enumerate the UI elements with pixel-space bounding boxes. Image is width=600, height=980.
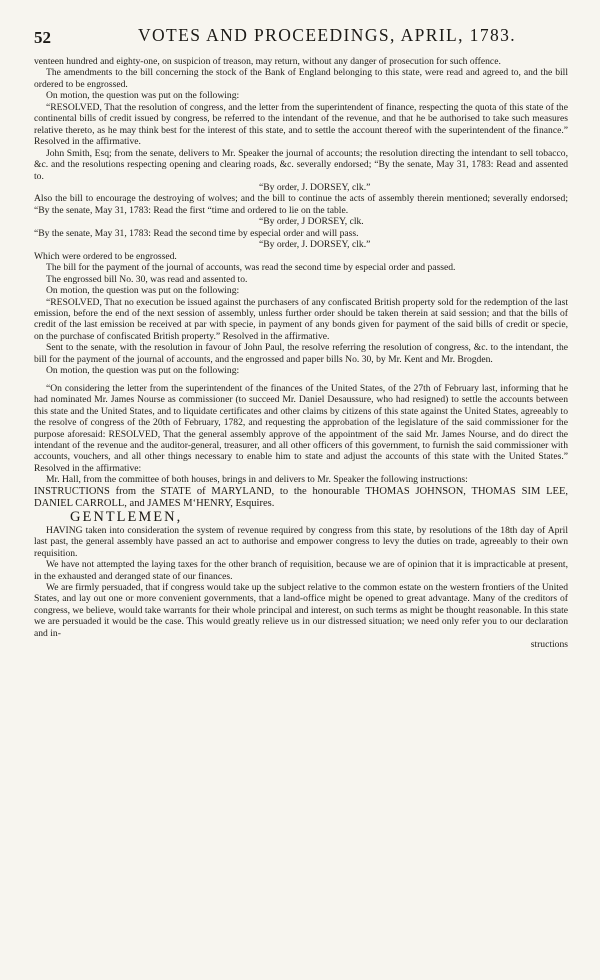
paragraph: HAVING taken into consideration the system of revenue required by congress from this state, by resolutions of the 18th day of April last past, the general assembly have passed an act to authorise and empower congress to levy the duties on trade, agreeably to their own requisition.: [34, 524, 568, 559]
paragraph: Also the bill to encourage the destroying of wolves; and the bill to continue the acts of assembly therein mentioned; severally endorsed; “By the senate, May 31, 1783: Read the first “time and ordered to lie on the table.: [34, 193, 568, 216]
paragraph: venteen hundred and eighty-one, on suspicion of treason, may return, without any danger of prosecution for such offence.: [34, 56, 501, 67]
paragraph: The engrossed bill No. 30, was read and assented to.: [46, 273, 248, 285]
paragraph: The bill for the payment of the journal of accounts, was read the second time by especial order and passed.: [46, 262, 456, 274]
signature-line: “By order, J. DORSEY, clk.”: [259, 239, 371, 251]
document-body: [34, 56, 568, 651]
signature-line: “By order, J. DORSEY, clk.”: [259, 181, 371, 193]
signature-line: “By order, J DORSEY, clk.: [259, 216, 364, 228]
paragraph: On motion, the question was put on the following:: [46, 365, 240, 377]
resolution-paragraph: “RESOLVED, That no execution be issued against the purchasers of any confiscated British property sold for the redemption of the last emission, before the end of the next session of assembly, unless further order should be taken therein at said session; and that the bills of credit of the last emission be received at par with specie, in payment of any bonds given for payment of the said bills of credit or specie, on the purchase of confiscated British property.” Resolved in the affirmative.: [34, 296, 568, 342]
paragraph: The amendments to the bill concerning the stock of the Bank of England belonging to this state, were read and agreed to, and the bill ordered to be engrossed.: [34, 67, 568, 90]
resolution-paragraph: “On considering the letter from the superintendent of the finances of the United States, of the 27th of February last, informing that he had nominated Mr. James Nourse as commissioner (to succeed Mr. Daniel Desaussure, who had resigned) to settle the accounts between this state and the United States, and to liquidate certificates and other claims by citizens of this state against the United States, agreeably to the resolve of congress of the 20th of February, 1782, and requesting the approbation of the legislature of the said commissioner for the purpose aforesaid: RESOLVED, That the general assembly approve of the appointment of the said Mr. James Nourse, and do direct the intendant of the revenue and the auditor-general, treasurer, and all other officers of this government, to furnish the said commissioner with accounts, vouchers, and all other things necessary to enable him to state and adjust the accounts of this state with the United States.” Resolved in the affirmative:: [34, 382, 568, 474]
running-head: VOTES AND PROCEEDINGS, APRIL, 1783.: [137, 25, 517, 45]
resolution-paragraph: “RESOLVED, That the resolution of congress, and the letter from the superintendent of finance, respecting the quota of this state of the continental bills of credit issued by congress, be referred to the intendant of the revenue, and that he be authorised to take such measures relative thereto, as he may think best for the interest of this state, and to settle the account thereof with the superintendent of the finance.” Resolved in the affirmative.: [34, 101, 568, 148]
instructions-title: INSTRUCTIONS from the STATE of MARYLAND, to the honourable THOMAS JOHNSON, THOMAS SIM LEE, DANIEL CARROLL, and JAMES M‘HENRY, Esquires.: [34, 485, 568, 509]
catchword: structions: [530, 639, 568, 651]
paragraph: Mr. Hall, from the committee of both houses, brings in and delivers to Mr. Speaker the following instructions:: [46, 474, 468, 486]
paragraph: John Smith, Esq; from the senate, delivers to Mr. Speaker the journal of accounts; the resolution directing the intendant to sell tobacco, &c. and the resolutions respecting opening and clearing roads, &c. severally endorsed; “By the senate, May 31, 1783: Read and assented to.: [34, 147, 568, 182]
paragraph: We have not attempted the laying taxes for the other branch of requisition, because we are of opinion that it is impracticable at present, in the exhausted and deranged state of our finances.: [34, 559, 568, 582]
paragraph: On motion, the question was put on the following:: [46, 285, 240, 297]
page-header: [34, 24, 568, 56]
paragraph: Sent to the senate, with the resolution in favour of John Paul, the resolve referring the resolution of congress, &c. to the intendant, the bill for the payment of the journal of accounts, and the engrossed and paper bills No. 30, by Mr. Kent and Mr. Brogden.: [34, 342, 568, 365]
paragraph: On motion, the question was put on the following:: [46, 90, 240, 102]
paragraph: “By the senate, May 31, 1783: Read the second time by especial order and will pass.: [34, 227, 359, 239]
page-number: 52: [34, 28, 51, 47]
salutation: GENTLEMEN,: [70, 508, 183, 525]
paragraph: Which were ordered to be engrossed.: [34, 250, 177, 262]
paragraph: We are firmly persuaded, that if congress would take up the subject relative to the common estate on the western frontiers of the United States, and lay out one or more convenient governments, that a land-office might be opened to great advantage. Many of the creditors of congress, we believe, would take warrants for their whole principal and interest, on such terms as might be thought reasonable. In this state we are persuaded it would be the case. This would greatly relieve us in our distressed situation; we need only refer you to our declaration and in-: [34, 582, 568, 639]
